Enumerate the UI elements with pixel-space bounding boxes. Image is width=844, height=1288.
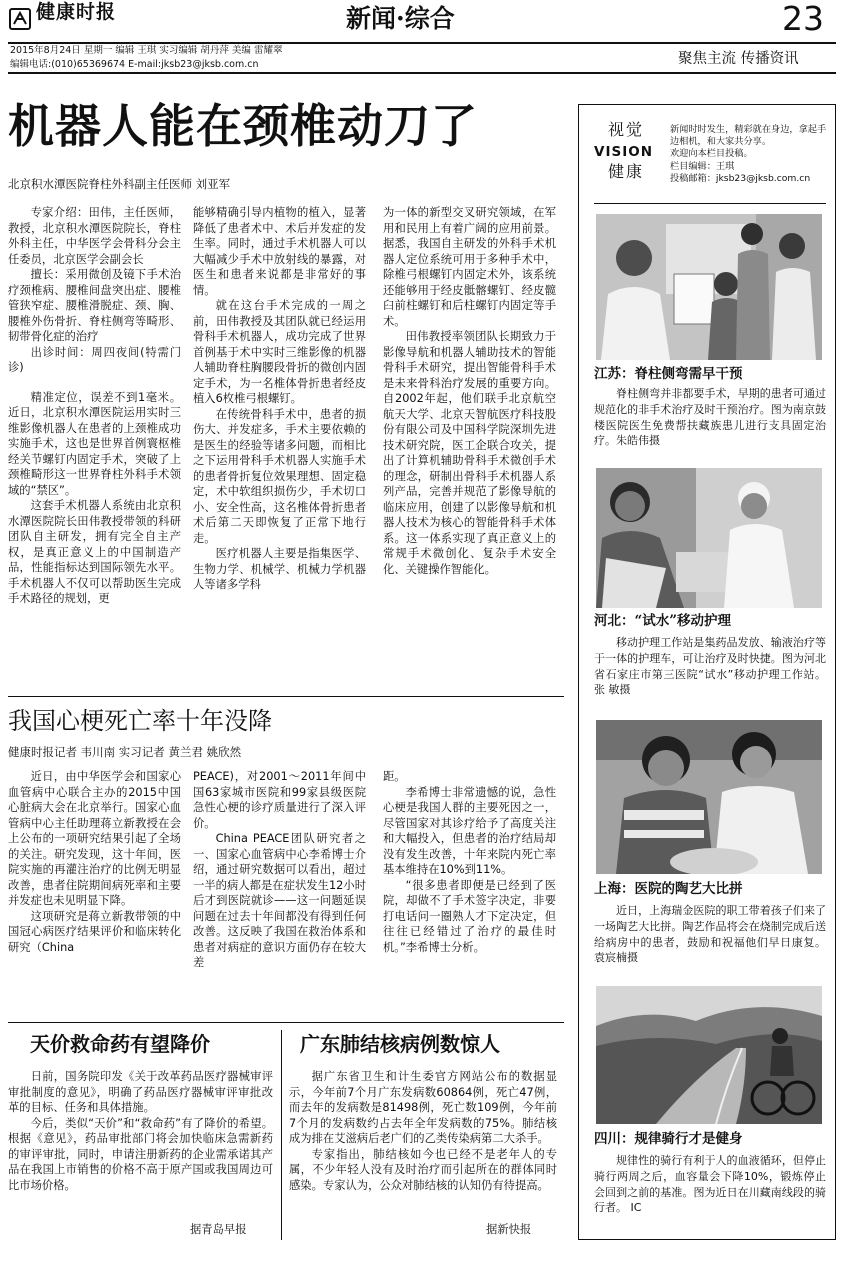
- card-title-hebei: 河北：“试水”移动护理: [594, 613, 732, 629]
- paper-logo-icon: [9, 8, 31, 30]
- second-para: 距。: [383, 770, 406, 783]
- card-caption-sichuan: [594, 1153, 826, 1217]
- main-para: 精准定位，误差不到1毫米。近日，北京积水潭医院运用实时三维影像机器人在患者的上颈椎成功实施手术，这也是世界首例寰枢椎经关节螺钉内固定手术，突破了上颈椎畸形这一世界脊柱外科手术领域的“禁区”。: [8, 390, 181, 497]
- expert-specialty: 擅长：采用微创及镜下手术治疗颈椎病、腰椎间盘突出症、腰椎管狭窄症、腰椎滑脱症、颈、胸、腰椎外伤骨折、脊柱侧弯等畸形、韧带骨化症的治疗: [8, 268, 181, 343]
- fourth-headline: 广东肺结核病例数惊人: [300, 1032, 500, 1056]
- sidebar-intro: [670, 124, 830, 185]
- card-caption-text: 近日，上海瑞金医院的职工带着孩子们来了一场陶艺大比拼。陶艺作品将会在烧制完成后送给病房中的患者，鼓励和祝福他们早日康复。 袁宸楠摄: [594, 904, 826, 965]
- vision-box: [594, 120, 660, 188]
- intro-email: 投稿邮箱：jksb23@jksb.com.cn: [670, 172, 811, 184]
- third-headline: 天价救命药有望降价: [30, 1032, 210, 1056]
- fourth-para: 专家指出，肺结核如今也已经不是老年人的专属，不少年轻人没有及时治疗而引起所在的群体同时感染。专家认为，公众对肺结核的认知仍有待提高。: [289, 1147, 557, 1192]
- third-para: 今后，类似“天价”和“救命药”有了降价的希望。根据《意见》，药品审批部门将会加快临床急需新药的审评审批，同时，申请注册新药的企业需承诺其产品在我国上市销售的价格不高于原产国或我国周边可比市场价格。: [8, 1116, 273, 1192]
- intro-line: 欢迎向本栏目投稿。: [670, 148, 753, 160]
- third-para: 日前，国务院印发《关于改革药品医疗器械审评审批制度的意见》，明确了药品医疗器械审评审批改革的目标、任务和具体措施。: [8, 1070, 273, 1114]
- fourth-article-body: [289, 1069, 557, 1217]
- page-number: 23: [782, 0, 824, 38]
- slogan: 聚焦主流 传播资讯: [678, 51, 799, 67]
- card-caption-jiangsu: [594, 386, 826, 450]
- main-para: 能够精确引导内植物的植入，显著降低了患者术中、术后并发症的发生率。同时，通过手术机器人可以大幅减少手术中放射线的暴露，对医生和患者来说都是非常好的事情。: [193, 206, 366, 297]
- main-para: 田伟教授率领团队长期致力于影像导航和机器人辅助技术的智能骨科手术研究，提出智能骨科手术是未来骨科治疗发展的重要方向。自2002年起，他们联手北京航空航天大学、北京天智航医疗科技股份有限公司及中国科学院深圳先进技术研究院，医工企联合攻关，提出了计算机辅助骨科手术微创手术的理念，研制出骨科手术机器人系列产品，完善并规范了影像导航的临床应用，创建了以影像导航和机器人技术为核心的智能骨科手术体系。这一体系实现了真正意义上的常规手术微创化、复杂手术安全化、关键操作智能化。: [383, 330, 556, 576]
- card-caption-text: 规律性的骑行有利于人的血液循环，但停止骑行两周之后，血容量会下降10%，锻炼停止会回到之前的基准。图为近日在川藏南线段的骑行者。 IC: [594, 1154, 826, 1215]
- vision-en: VISION: [594, 144, 653, 160]
- card-title-jiangsu: 江苏：脊柱侧弯需早干预: [594, 366, 743, 382]
- second-headline: 我国心梗死亡率十年没降: [8, 707, 272, 735]
- clinic-hours: 出诊时间：周四夜间(特需门诊): [8, 345, 181, 374]
- masthead: [0, 0, 844, 72]
- second-para: 李希博士非常遗憾的说，急性心梗是我国人群的主要死因之一，尽管国家对其诊疗给予了高度关注和大幅投入，但患者的治疗结局却没有发生改善，十年来院内死亡率基本维持在10%到11%。: [383, 785, 556, 876]
- sidebar-rule: [594, 203, 826, 204]
- second-para: China PEACE团队研究者之一、国家心血管病中心李希博士介绍，通过研究数据可以看出，超过一半的病人都是在症状发生12小时后才到医院就诊——这一问题延误问题在过去十年间都没有得到任何改善。这反映了我国在救治体系和患者对病症的意识方面仍存在较大差: [193, 832, 366, 969]
- main-para: 这套手术机器人系统由北京积水潭医院院长田伟教授带领的科研团队自主研发，拥有完全自主产权，是真正意义上的中国制造产品，性能指标达到国际领先水平。手术机器人不仅可以帮助医生完成手术路径的规划，更: [8, 499, 181, 605]
- second-col-1: [8, 769, 181, 1017]
- fourth-source: 据新快报: [486, 1223, 532, 1236]
- main-col-1: [8, 205, 181, 690]
- date-line: 2015年8月24日 星期一 编辑 王琪 实习编辑 胡丹萍 美编 雷耀翠: [10, 45, 283, 56]
- photo-hebei: [596, 468, 822, 608]
- main-para: 就在这台手术完成的一周之前，田伟教授及其团队就已经运用骨科手术机器人，成功完成了世界首例基于术中实时三维影像的机器人辅助脊柱胸腰段骨折的微创内固定手术，为一名椎体骨折患者经皮植入6枚椎弓根螺钉。: [193, 299, 366, 405]
- third-source: 据青岛早报: [190, 1223, 247, 1236]
- third-article-body: [8, 1069, 273, 1217]
- photo-sichuan: [596, 986, 822, 1124]
- second-para: 近日，由中华医学会和国家心血管病中心联合主办的2015中国心脏病大会在北京举行。国家心血管病中心主任助理蒋立新教授在会上公布的一项研究结果引起了全场的关注。研究发现，这十年间，医院实施的再灌注治疗的比例无明显改善，患者住院期间病死率和主要并发症也未见明显下降。: [8, 770, 181, 907]
- second-para: PEACE)，对2001～2011年间中国63家城市医院和99家县级医院急性心梗的诊疗质量进行了深入评价。: [193, 770, 366, 830]
- masthead-rule: [8, 42, 836, 44]
- main-col-3: [383, 205, 556, 690]
- photo-shanghai: [596, 720, 822, 874]
- card-caption-text: 移动护理工作站是集药品发放、输液治疗等于一体的护理车，可让治疗及时快捷。图为河北省石家庄市第三医院“试水”移动护理工作站。 张 敏摄: [594, 636, 826, 697]
- photo-jiangsu: [596, 214, 822, 360]
- main-byline: 北京积水潭医院脊柱外科副主任医师 刘亚军: [8, 177, 231, 191]
- expert-intro: 专家介绍：田伟，主任医师，教授，北京积水潭医院院长，脊柱外科主任，中华医学会骨科分会主任委员，北京医学会副会长: [8, 206, 181, 266]
- intro-line: 新闻时时发生，精彩就在身边，拿起手边相机，和大家共分享。: [670, 124, 827, 148]
- card-title-shanghai: 上海：医院的陶艺大比拼: [594, 881, 743, 897]
- divider: [8, 696, 564, 697]
- main-col-2: [193, 205, 366, 690]
- card-caption-text: 脊柱侧弯并非都要手术，早期的患者可通过规范化的非手术治疗及时干预治疗。图为南京鼓楼医院医生免费帮扶藏族患儿进行支具固定治疗。朱皓伟摄: [594, 387, 826, 448]
- main-para: 在传统骨科手术中，患者的损伤大、并发症多，手术主要依赖的是医生的经验等诸多问题，而相比之下运用骨科手术机器人实施手术的患者骨折复位效果理想、固定稳定，术中软组织损伤少，手术切口小、安全性高，这名椎体骨折患者术后第二天即恢复了正常下地行走。: [193, 407, 366, 545]
- divider: [8, 1022, 564, 1023]
- main-headline: 机器人能在颈椎动刀了: [8, 99, 478, 153]
- second-para: 这项研究是蒋立新教带领的中国冠心病医疗结果评价和临床转化研究（China: [8, 909, 181, 954]
- vision-health: 健康: [608, 162, 645, 181]
- second-col-2: [193, 769, 366, 1017]
- second-col-3: [383, 769, 556, 1017]
- intro-line: 栏目编辑：王琪: [670, 160, 735, 172]
- contact-line: 编辑电话:(010)65369674 E-mail:jksb23@jksb.com.cn: [10, 59, 259, 70]
- paper-name: 健康时报: [36, 1, 117, 23]
- vision-cn: 视觉: [608, 120, 645, 139]
- vertical-divider: [281, 1030, 282, 1240]
- main-para: 医疗机器人主要是指集医学、生物力学、机械学、机械力学机器人等诸多学科: [193, 547, 366, 591]
- section-title: 新闻·综合: [346, 4, 455, 33]
- card-caption-shanghai: [594, 903, 826, 967]
- second-para: “很多患者即便是已经到了医院，却做不了手术签字决定，非要打电话问一圈熟人才下定决定，但往往已经错过了治疗的最佳时机。”李希博士分析。: [383, 878, 556, 954]
- main-para: 为一体的新型交叉研究领域，在军用和民用上有着广阔的应用前景。据悉，我国自主研发的外科手术机器人定位系统可用于多种手术中，除椎弓根螺钉内固定术外，该系统还能够用于经皮骶髂螺钉、经皮髋臼前柱螺钉和后柱螺钉内固定等手术。: [383, 206, 556, 328]
- masthead-bottom-rule: [8, 72, 836, 74]
- card-caption-hebei: [594, 635, 826, 699]
- fourth-para: 据广东省卫生和计生委官方网站公布的数据显示，今年前7个月广东发病数60864例，死亡47例，而去年的发病数是81498例，死亡数109例，今年前7个月的发病数约占去年全年发病数的75%。肺结核成为排在艾滋病后老广们的乙类传染病第二大杀手。: [289, 1070, 557, 1145]
- second-byline: 健康时报记者 韦川南 实习记者 黄兰君 姚欣然: [8, 745, 242, 759]
- card-title-sichuan: 四川：规律骑行才是健身: [594, 1131, 743, 1147]
